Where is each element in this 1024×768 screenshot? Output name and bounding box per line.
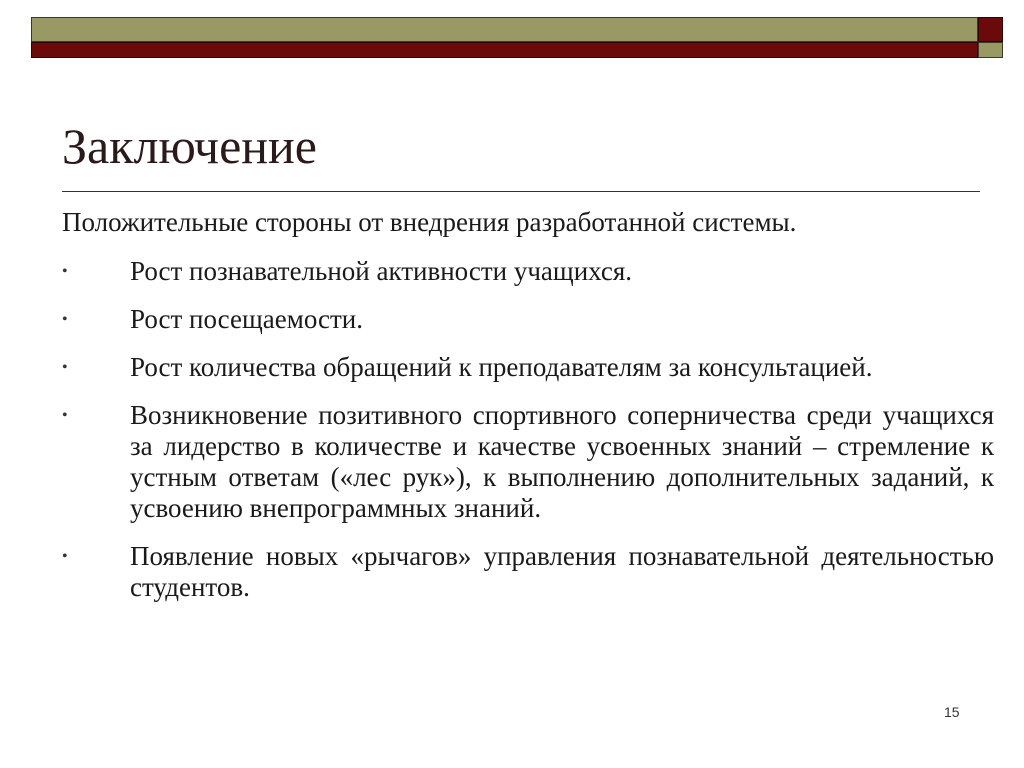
header-square-maroon bbox=[978, 17, 1003, 42]
list-item bbox=[62, 352, 994, 383]
bullet-dot-icon: • bbox=[62, 548, 68, 565]
list-item-text: Рост посещаемости. bbox=[130, 304, 363, 334]
list-item bbox=[62, 400, 994, 524]
slide-title: Заключение bbox=[62, 118, 317, 174]
bullet-dot-icon: • bbox=[62, 263, 68, 280]
list-item-text: Возникновение позитивного спортивного соперничества среди учащихся за лидерство в количестве и качестве усвоенных знаний – стремление к устным ответам («лес рук»), к выполнению дополнительных заданий, к усвоению внепрограммных знаний. bbox=[130, 400, 994, 523]
header-square-olive bbox=[978, 42, 1003, 58]
list-item bbox=[62, 541, 994, 603]
list-item-text: Рост количества обращений к преподавателям за консультацией. bbox=[130, 352, 873, 382]
list-item-text: Появление новых «рычагов» управления познавательной деятельностью студентов. bbox=[130, 541, 994, 602]
bullet-dot-icon: • bbox=[62, 407, 68, 424]
title-divider bbox=[62, 191, 980, 192]
bullet-list bbox=[62, 256, 994, 620]
list-item bbox=[62, 256, 994, 287]
list-item bbox=[62, 304, 994, 335]
intro-text: Положительные стороны от внедрения разработанной системы. bbox=[62, 207, 797, 237]
page-number: 15 bbox=[944, 704, 960, 720]
bullet-dot-icon: • bbox=[62, 359, 68, 376]
header-bar-olive bbox=[31, 17, 978, 42]
list-item-text: Рост познавательной активности учащихся. bbox=[130, 256, 633, 286]
bullet-dot-icon: • bbox=[62, 311, 68, 328]
header-bar-maroon bbox=[31, 42, 978, 58]
